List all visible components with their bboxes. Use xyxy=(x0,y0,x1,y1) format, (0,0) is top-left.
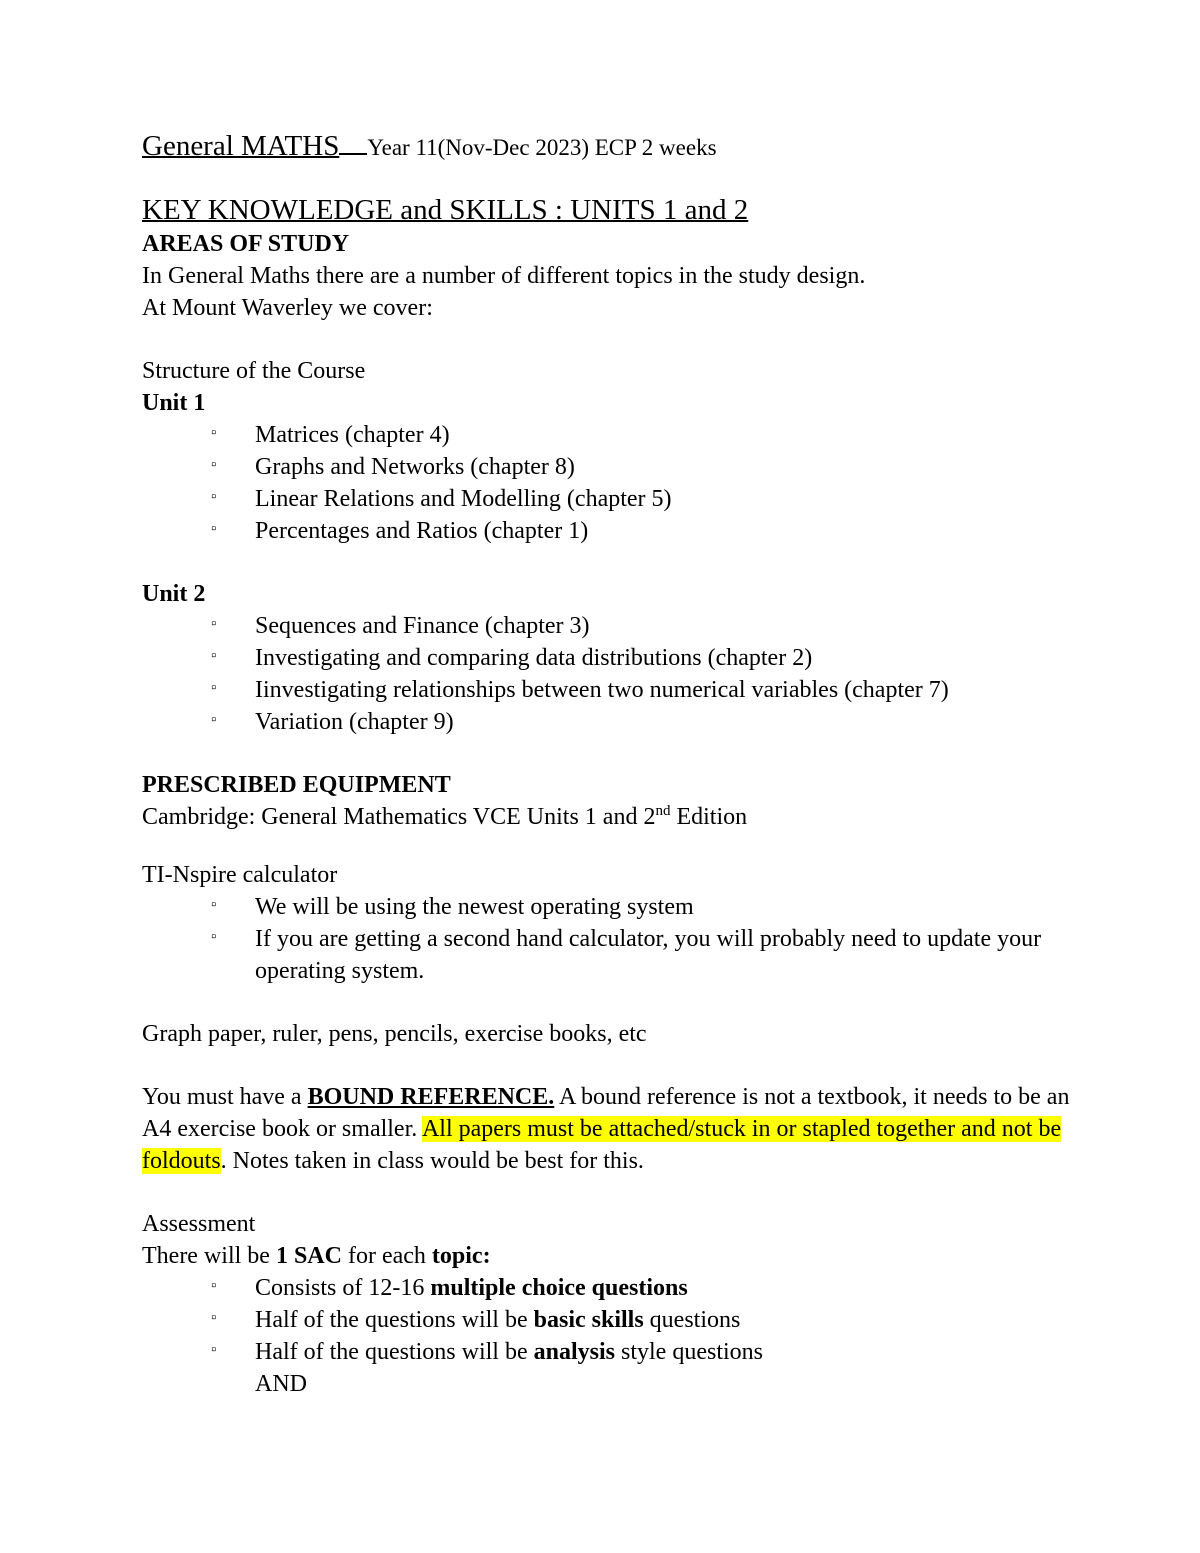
areas-of-study-heading: AREAS OF STUDY xyxy=(142,231,350,257)
spacer xyxy=(142,833,1102,859)
areas-line-1: In General Maths there are a number of different topics in the study design. xyxy=(142,263,866,289)
areas-line-2: At Mount Waverley we cover: xyxy=(142,295,433,321)
spacer xyxy=(142,547,1102,578)
square-bullet-icon: ▫ xyxy=(211,1278,217,1294)
unit-1-label: Unit 1 xyxy=(142,390,206,416)
unit-2-list xyxy=(142,610,1102,738)
list-item: ▫ Half of the questions will be basic skills questions xyxy=(142,1304,1102,1336)
assessment-and: AND xyxy=(255,1371,307,1397)
square-bullet-icon: ▫ xyxy=(211,616,217,632)
list-item: ▫ Half of the questions will be analysis style questions xyxy=(142,1336,1102,1368)
assessment-intro: There will be 1 SAC for each topic: xyxy=(142,1243,491,1269)
assessment-list xyxy=(142,1272,1102,1368)
list-item: ▫ Graphs and Networks (chapter 8) xyxy=(142,451,1102,483)
unit-1-list xyxy=(142,419,1102,547)
square-bullet-icon: ▫ xyxy=(211,1310,217,1326)
textbook-line: Cambridge: General Mathematics VCE Units 1 and 2nd Edition xyxy=(142,803,748,830)
title-underline-gap xyxy=(339,131,367,155)
square-bullet-icon: ▫ xyxy=(211,1342,217,1358)
list-item: ▫ Sequences and Finance (chapter 3) xyxy=(142,610,1102,642)
list-item: ▫ Linear Relations and Modelling (chapter 5) xyxy=(142,483,1102,515)
list-item: ▫ We will be using the newest operating system xyxy=(142,891,1102,923)
spacer xyxy=(142,324,1102,355)
square-bullet-icon: ▫ xyxy=(211,521,217,537)
document-title-line xyxy=(142,128,1102,166)
supplies-line: Graph paper, ruler, pens, pencils, exercise books, etc xyxy=(142,1021,647,1047)
document-page xyxy=(142,128,1102,1400)
prescribed-equipment-heading: PRESCRIBED EQUIPMENT xyxy=(142,772,451,798)
calculator-list xyxy=(142,891,1102,987)
square-bullet-icon: ▫ xyxy=(211,712,217,728)
bound-reference-emphasis: BOUND REFERENCE. xyxy=(307,1084,555,1110)
spacer xyxy=(142,1177,1102,1208)
spacer xyxy=(142,738,1102,769)
spacer xyxy=(142,987,1102,1018)
list-item: ▫ If you are getting a second hand calculator, you will probably need to update your operating system. xyxy=(142,923,1085,987)
highlighted-requirement: All papers must be attached/stuck in or stapled together and not be foldouts xyxy=(142,1116,1062,1174)
square-bullet-icon: ▫ xyxy=(211,680,217,696)
square-bullet-icon: ▫ xyxy=(211,897,217,913)
structure-heading: Structure of the Course xyxy=(142,358,366,384)
square-bullet-icon: ▫ xyxy=(211,425,217,441)
square-bullet-icon: ▫ xyxy=(211,929,217,945)
document-subtitle: Year 11(Nov-Dec 2023) ECP 2 weeks xyxy=(367,135,717,160)
assessment-heading: Assessment xyxy=(142,1211,256,1237)
bound-reference-paragraph: You must have a BOUND REFERENCE. A bound reference is not a textbook, it needs to be an A4 exercise book or smaller. All papers must be attached/stuck in or stapled together and not be foldouts. Notes taken in class would be best for this. xyxy=(142,1084,1070,1174)
square-bullet-icon: ▫ xyxy=(211,648,217,664)
list-item: ▫ Investigating and comparing data distributions (chapter 2) xyxy=(142,642,1102,674)
ordinal-superscript: nd xyxy=(655,803,671,819)
list-item: ▫ Matrices (chapter 4) xyxy=(142,419,1102,451)
unit-2-label: Unit 2 xyxy=(142,581,206,607)
spacer xyxy=(142,1050,1102,1081)
list-item: ▫ Iinvestigating relationships between two numerical variables (chapter 7) xyxy=(142,674,1102,706)
square-bullet-icon: ▫ xyxy=(211,457,217,473)
list-item: ▫ Consists of 12-16 multiple choice questions xyxy=(142,1272,1102,1304)
list-item: ▫ Percentages and Ratios (chapter 1) xyxy=(142,515,1102,547)
document-title: General MATHS xyxy=(142,130,340,162)
calculator-heading: TI-Nspire calculator xyxy=(142,862,338,888)
list-item: ▫ Variation (chapter 9) xyxy=(142,706,1102,738)
square-bullet-icon: ▫ xyxy=(211,489,217,505)
key-knowledge-heading: KEY KNOWLEDGE and SKILLS : UNITS 1 and 2 xyxy=(142,194,749,226)
